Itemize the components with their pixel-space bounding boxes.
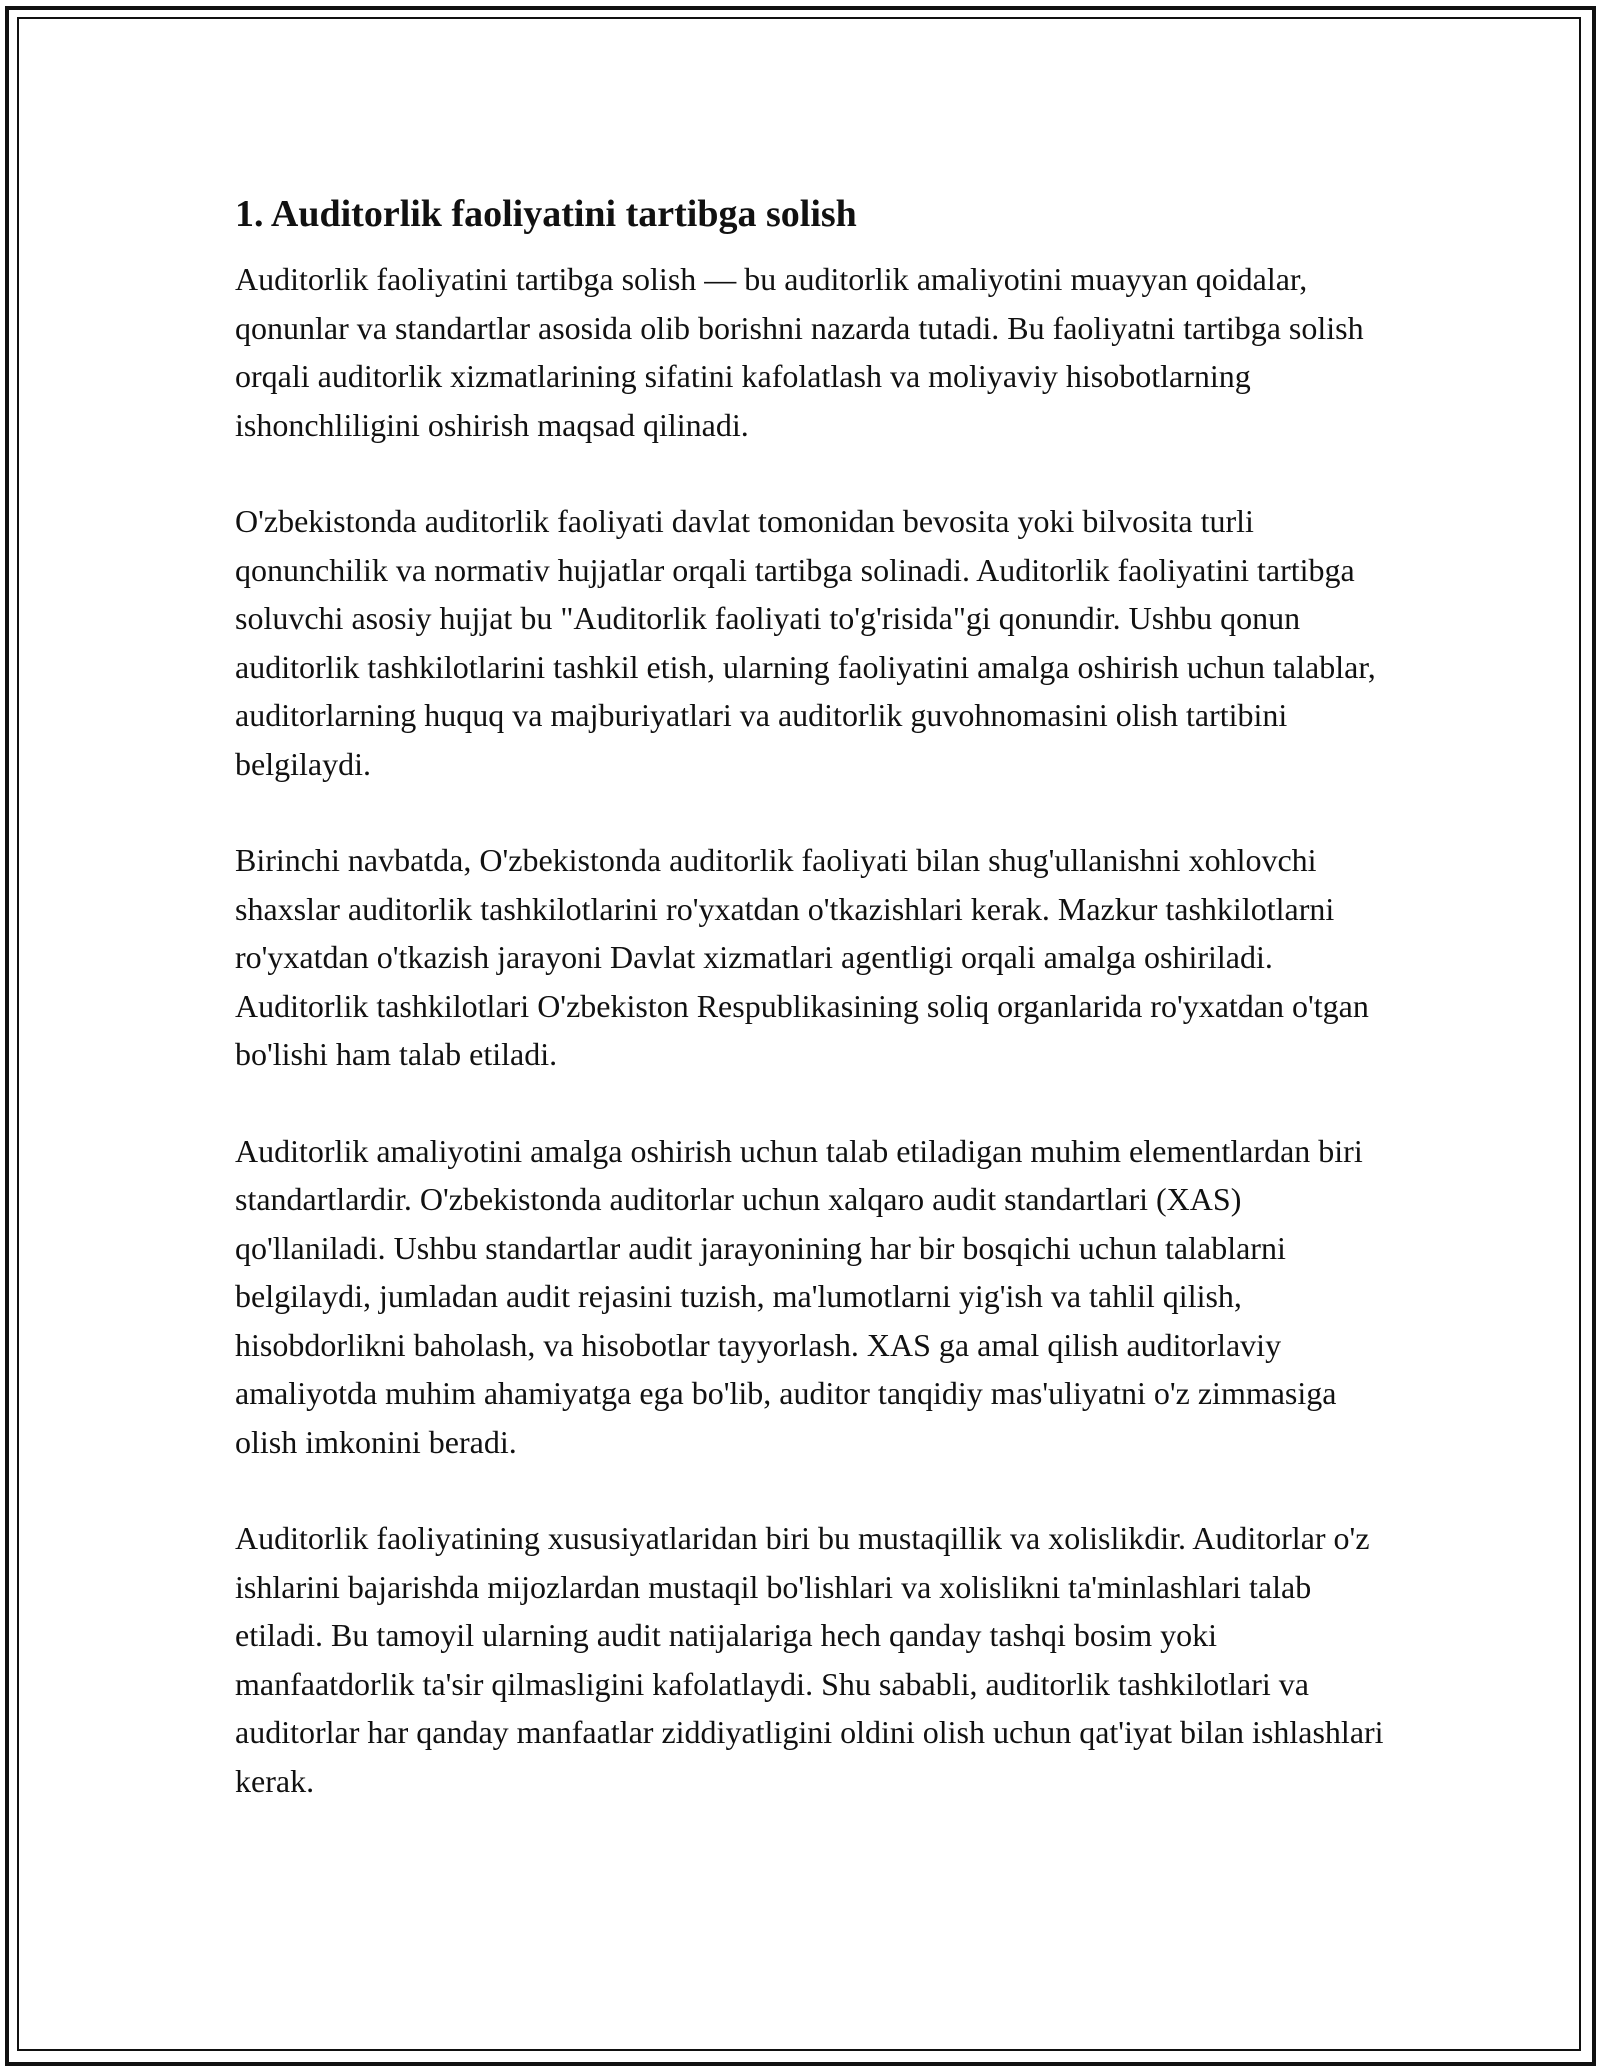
paragraph-2: O'zbekistonda auditorlik faoliyati davlat tomonidan bevosita yoki bilvosita turli qonunchilik va normativ hujjatlar orqali tartibga solinadi. Auditorlik faoliyatini tartibga soluvchi asosiy hujjat bu "Auditorlik faoliyati to'g'risida"gi qonundir. Ushbu qonun auditorlik tashkilotlarini tashkil etish, ularning faoliyatini amalga oshirish uchun talablar, auditorlarning huquq va majburiyatlari va auditorlik guvohnomasini olish tartibini belgilaydi. <box>235 503 1376 782</box>
paragraph-1: Auditorlik faoliyatini tartibga solish — bu auditorlik amaliyotini muayyan qoidalar, qonunlar va standartlar asosida olib borishni nazarda tutadi. Bu faoliyatni tartibga solish orqali auditorlik xizmatlarining sifatini kafolatlash va moliyaviy hisobotlarning ishonchliligini oshirish maqsad qilinadi. <box>235 261 1364 443</box>
paragraph-5: Auditorlik faoliyatining xususiyatlaridan biri bu mustaqillik va xolislikdir. Auditorlar o'z ishlarini bajarishda mijozlardan mustaqil bo'lishlari va xolislikni ta'minlashlari talab etiladi. Bu tamoyil ularning audit natijalariga hech qanday tashqi bosim yoki manfaatdorlik ta'sir qilmasligini kafolatlaydi. Shu sababli, auditorlik tashkilotlari va auditorlar har qanday manfaatlar ziddiyatligini oldini olish uchun qat'iyat bilan ishlashlari kerak. <box>235 1520 1384 1799</box>
paragraph-3: Birinchi navbatda, O'zbekistonda auditorlik faoliyati bilan shug'ullanishni xohlovchi shaxslar auditorlik tashkilotlarini ro'yxatdan o'tkazishlari kerak. Mazkur tashkilotlarni ro'yxatdan o'tkazish jarayoni Davlat xizmatlari agentligi orqali amalga oshiriladi. Auditorlik tashkilotlari O'zbekiston Respublikasining soliq organlarida ro'yxatdan o'tgan bo'lishi ham talab etiladi. <box>235 842 1369 1072</box>
paragraph-4: Auditorlik amaliyotini amalga oshirish uchun talab etiladigan muhim elementlardan biri standartlardir. O'zbekistonda auditorlar uchun xalqaro audit standartlari (XAS) qo'llaniladi. Ushbu standartlar audit jarayonining har bir bosqichi uchun talablarni belgilaydi, jumladan audit rejasini tuzish, ma'lumotlarni yig'ish va tahlil qilish, hisobdorlikni baholash, va hisobotlar tayyorlash. XAS ga amal qilish auditorlaviy amaliyotda muhim ahamiyatga ega bo'lib, auditor tanqidiy mas'uliyatni o'z zimmasiga olish imkonini beradi. <box>235 1132 1363 1460</box>
document-body <box>235 188 1385 1805</box>
section-heading: 1. Auditorlik faoliyatini tartibga solish <box>235 193 857 235</box>
